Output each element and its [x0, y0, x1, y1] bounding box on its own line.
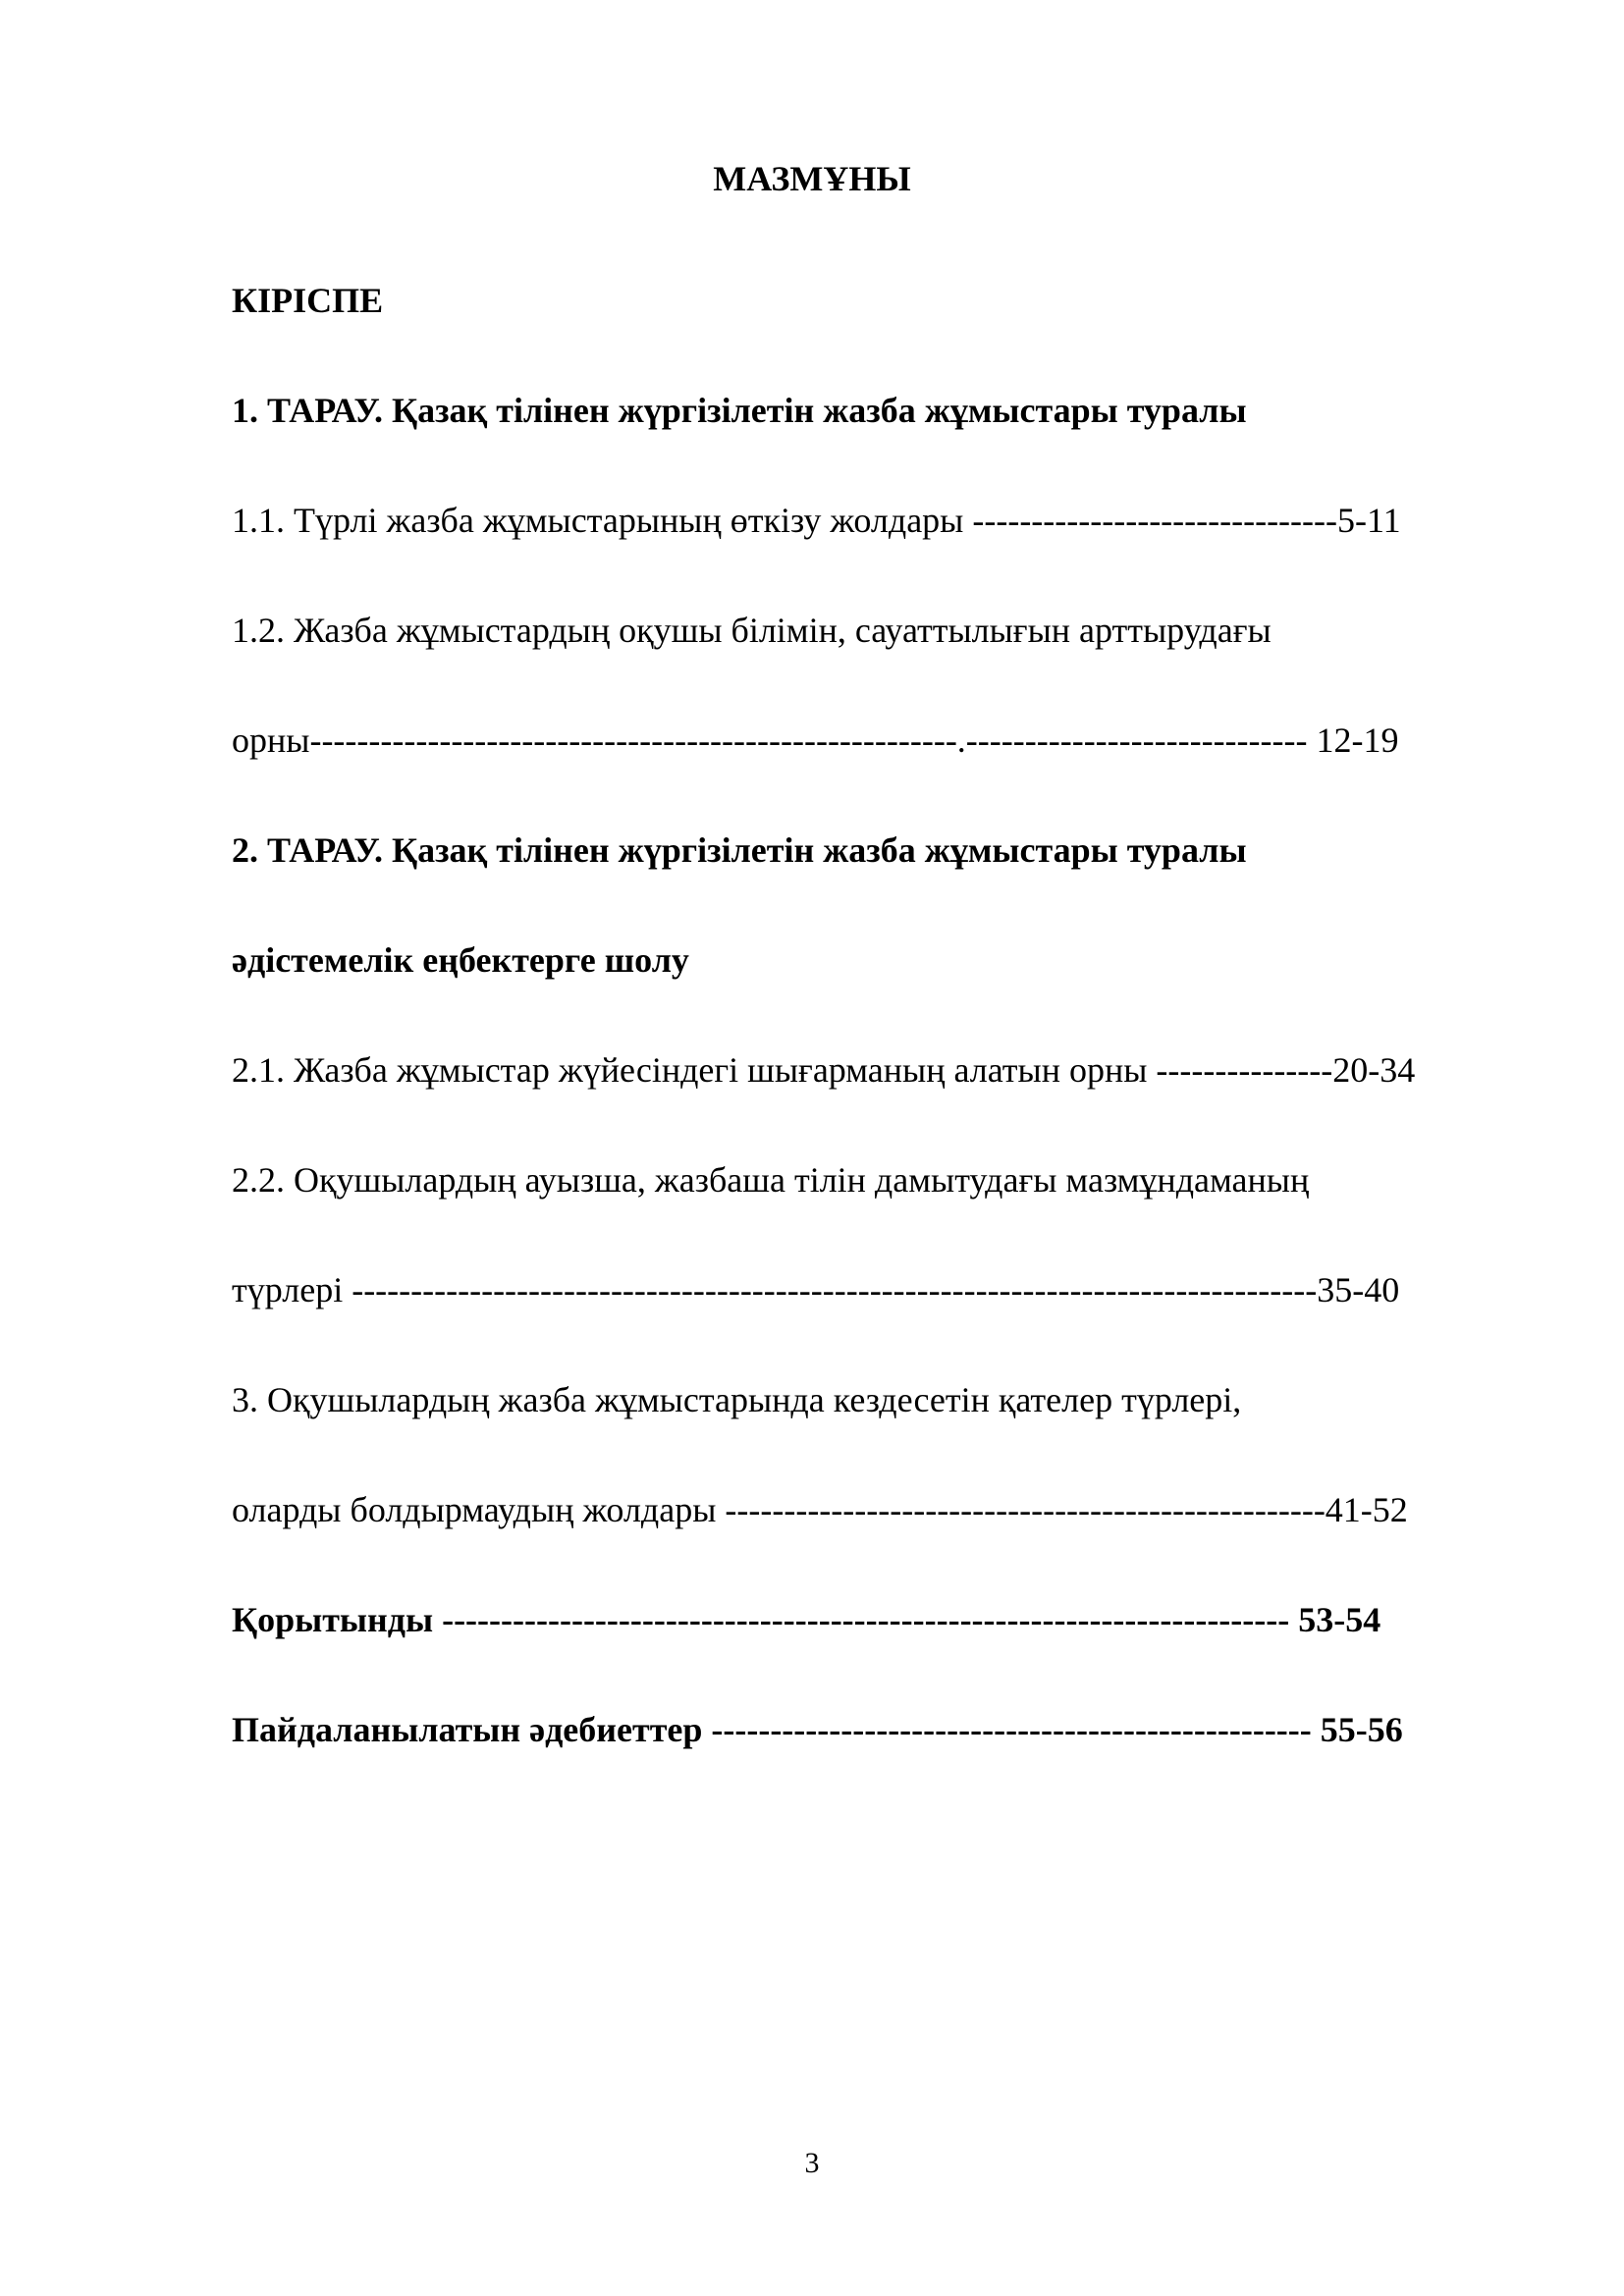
toc-entry [232, 1125, 1508, 1235]
toc-entry-text: КІРІСПЕ [232, 281, 384, 320]
toc-entry [232, 1015, 1508, 1125]
toc-entry [232, 245, 1508, 355]
document-title: МАЗМҰНЫ [713, 159, 911, 198]
toc-entry [232, 905, 1508, 1015]
toc-entry-text: оларды болдырмаудың жолдары ---------------------------------------------------41-52 [232, 1490, 1408, 1529]
toc-entry [232, 1675, 1508, 1785]
toc-entry [232, 795, 1508, 905]
toc-entry-text: әдістемелік еңбектерге шолу [232, 940, 689, 980]
toc-entry [232, 575, 1508, 685]
toc-entry-text: 1.2. Жазба жұмыстардың оқушы білімін, сауаттылығын арттырудағы [232, 611, 1272, 650]
toc-entry-text: Қорытынды ------------------------------------------------------------------------ 53-54 [232, 1600, 1381, 1639]
toc-entry-text: Пайдаланылатын әдебиеттер --------------------------------------------------- 55-56 [232, 1710, 1403, 1749]
toc-entry [232, 1345, 1508, 1455]
toc-entry-text: 1. ТАРАУ. Қазақ тілінен жүргізілетін жазба жұмыстары туралы [232, 391, 1247, 430]
page-number: 3 [804, 2147, 820, 2179]
toc-entry [232, 465, 1508, 575]
toc-entry-text: 2. ТАРАУ. Қазақ тілінен жүргізілетін жазба жұмыстары туралы [232, 830, 1247, 870]
toc-entry [232, 685, 1508, 795]
toc-entry-text: 2.1. Жазба жұмыстар жүйесіндегі шығарманың алатын орны ---------------20-34 [232, 1050, 1416, 1090]
toc-entry [232, 1565, 1508, 1675]
toc-entry [232, 1235, 1508, 1345]
toc-entry-text: түрлері ----------------------------------------------------------------------------------35-40 [232, 1270, 1400, 1309]
toc-entry-text: орны-------------------------------------------------------.----------------------------- 12-19 [232, 721, 1399, 760]
toc-entry-text: 2.2. Оқушылардың ауызша, жазбаша тілін дамытудағы мазмұндаманың [232, 1160, 1310, 1200]
toc-entry [232, 355, 1508, 465]
toc-entry [232, 1455, 1508, 1565]
toc-entry-text: 1.1. Түрлі жазба жұмыстарының өткізу жолдары -------------------------------5-11 [232, 501, 1401, 540]
toc-entry-text: 3. Оқушылардың жазба жұмыстарында кездесетін қателер түрлері, [232, 1380, 1242, 1419]
table-of-contents [232, 245, 1508, 1785]
